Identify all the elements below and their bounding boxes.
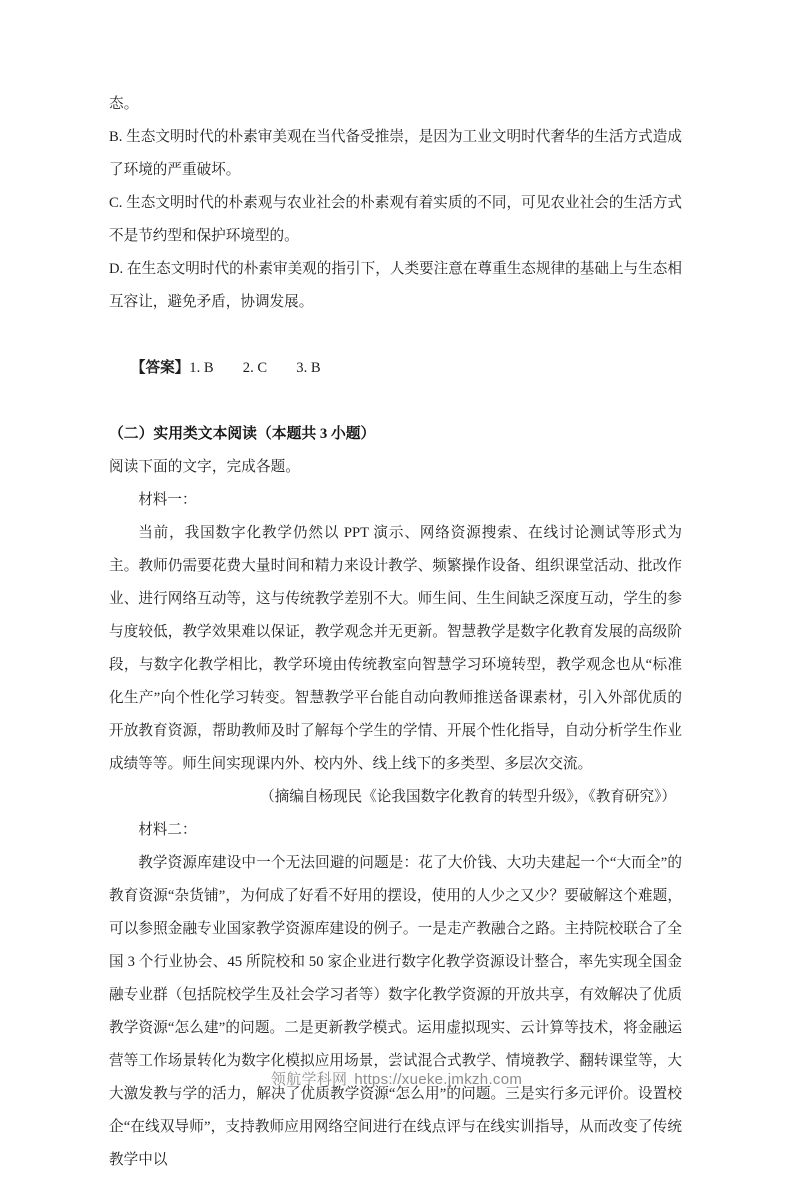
material-one-label: 材料一：: [138, 492, 197, 508]
watermark-site-name: 领航学科网: [270, 1071, 348, 1088]
instruction-line: 阅读下面的文字，完成各题。: [109, 459, 301, 475]
option-c-text: 生态文明时代的朴素观与农业社会的朴素观有着实质的不同，可见农业社会的生活方式不是节约型和保护环境型的。: [109, 195, 682, 244]
option-b-text: 生态文明时代的朴素审美观在当代备受推崇，是因为工业文明时代奢华的生活方式造成了环境的严重破坏。: [109, 129, 682, 178]
material-one-citation: （摘编自杨现民《论我国数字化教育的转型升级》，《教育研究》）: [260, 789, 676, 805]
continuation-line: 态。: [109, 96, 139, 112]
answer-tag-label: 【答案】: [130, 360, 190, 376]
material-two-paragraph: 教学资源库建设中一个无法回避的问题是：花了大价钱、大功夫建起一个“大而全”的教育资源“杂货铺”，为何成了好看不好用的摆设，使用的人少之又少？要破解这个难题，可以参照金融专业国家教学资源库建设的例子。一是走产教融合之路。主持院校联合了全国 3 个行业协会、45 所院校和 50 家企业进行数字化教学资源设计整合，率先实现全国金融专业群（包括院校学生及社会学习者等）数字化教学资源的开放共享，有效解决了优质教学资源“怎么建”的问题。二是更新教学模式。运用虚拟现实、云计算等技术，将金融运营等工作场景转化为数字化模拟应用场景，尝试混合式教学、情境教学、翻转课堂等，大大激发教与学的活力，解决了优质教学资源“怎么用”的问题。三是实行多元评价。设置校企“在线双导师”，支持教师应用网络空间进行在线点评与在线实训指导，从而改变了传统教学中以: [109, 855, 682, 1168]
option-c: [109, 187, 682, 253]
option-d-marker: D.: [109, 261, 124, 277]
option-b: [109, 121, 682, 187]
option-b-marker: B.: [109, 129, 123, 145]
answer-items: 1. B 2. C 3. B: [189, 360, 321, 376]
option-c-marker: C.: [109, 195, 123, 211]
option-d-text: 在生态文明时代的朴素审美观的指引下，人类要注意在尊重生态规律的基础上与生态相互容让，避免矛盾，协调发展。: [109, 261, 682, 310]
watermark-url: https://xueke.jmkzh.com: [354, 1071, 523, 1088]
document-text-column: [109, 88, 682, 1177]
material-two-label: 材料二：: [138, 822, 197, 838]
answer-line: [109, 319, 682, 418]
option-d: [109, 253, 682, 319]
material-one-paragraph: 当前，我国数字化教学仍然以 PPT 演示、网络资源搜索、在线讨论测试等形式为主。教师仍需要花费大量时间和精力来设计教学、频繁操作设备、组织课堂活动、批改作业、进行网络互动等，这与传统教学差别不大。师生间、生生间缺乏深度互动，学生的参与度较低，教学效果难以保证，教学观念并无更新。智慧教学是数字化教育发展的高级阶段，与数字化教学相比，教学环境由传统教室向智慧学习环境转型，教学观念也从“标准化生产”向个性化学习转变。智慧教学平台能自动向教师推送备课素材，引入外部优质的开放教育资源，帮助教师及时了解每个学生的学情、开展个性化指导，自动分析学生作业成绩等等。师生间实现课内外、校内外、线上线下的多类型、多层次交流。: [109, 525, 682, 772]
section-heading: （二）实用类文本阅读（本题共 3 小题）: [109, 426, 376, 442]
page-watermark: [0, 1068, 793, 1089]
